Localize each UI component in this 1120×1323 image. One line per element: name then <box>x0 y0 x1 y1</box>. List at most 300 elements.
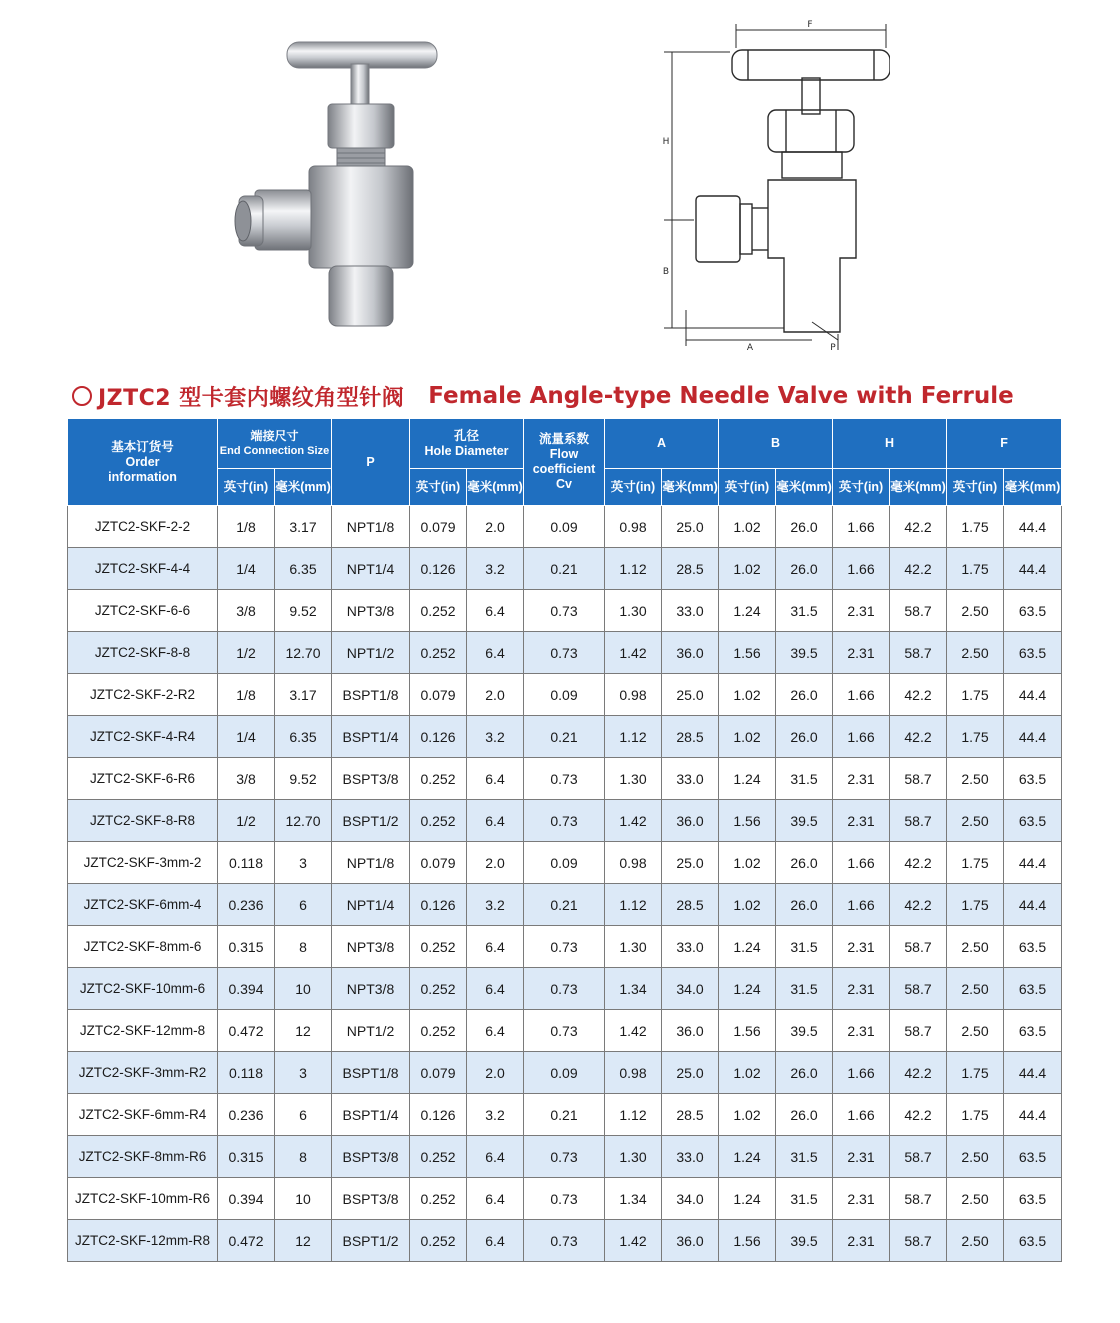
cell-b-in: 1.02 <box>719 1094 776 1136</box>
dim-label-p: P <box>830 343 836 353</box>
cell-b-in: 1.24 <box>719 926 776 968</box>
cell-b-in: 1.24 <box>719 1136 776 1178</box>
cell-order-number: JZTC2-SKF-8mm-6 <box>68 926 218 968</box>
cell-p-thread: BSPT1/8 <box>332 1052 410 1094</box>
cell-h-in: 1.66 <box>833 1052 890 1094</box>
cell-cv: 0.73 <box>524 1220 605 1262</box>
cell-hole-mm: 3.2 <box>467 884 524 926</box>
cell-order-number: JZTC2-SKF-10mm-6 <box>68 968 218 1010</box>
cell-order-number: JZTC2-SKF-6-6 <box>68 590 218 632</box>
cell-b-mm: 26.0 <box>776 548 833 590</box>
cell-f-mm: 63.5 <box>1004 1178 1062 1220</box>
cell-order-number: JZTC2-SKF-4-R4 <box>68 716 218 758</box>
cell-hole-in: 0.252 <box>410 1136 467 1178</box>
cell-hole-in: 0.252 <box>410 926 467 968</box>
cell-f-mm: 44.4 <box>1004 674 1062 716</box>
cell-a-mm: 28.5 <box>662 1094 719 1136</box>
cell-order-number: JZTC2-SKF-4-4 <box>68 548 218 590</box>
cell-order-number: JZTC2-SKF-8mm-R6 <box>68 1136 218 1178</box>
cell-hole-mm: 6.4 <box>467 1178 524 1220</box>
cell-b-mm: 26.0 <box>776 716 833 758</box>
cell-f-mm: 63.5 <box>1004 968 1062 1010</box>
cell-a-mm: 28.5 <box>662 884 719 926</box>
cell-p-thread: BSPT3/8 <box>332 1136 410 1178</box>
cell-order-number: JZTC2-SKF-6mm-R4 <box>68 1094 218 1136</box>
cell-a-in: 0.98 <box>605 506 662 548</box>
cell-f-in: 2.50 <box>947 632 1004 674</box>
cell-end-size-in: 0.472 <box>218 1010 275 1052</box>
cell-a-in: 1.42 <box>605 1220 662 1262</box>
table-row <box>68 842 1062 884</box>
cell-hole-in: 0.252 <box>410 968 467 1010</box>
header-flow-en2: coefficient <box>532 462 596 476</box>
cell-b-in: 1.24 <box>719 590 776 632</box>
cell-p-thread: BSPT3/8 <box>332 758 410 800</box>
cell-h-in: 2.31 <box>833 590 890 632</box>
cell-f-mm: 63.5 <box>1004 1136 1062 1178</box>
subheader-in: 英寸(in) <box>410 469 467 506</box>
cell-a-mm: 36.0 <box>662 1010 719 1052</box>
cell-a-in: 0.98 <box>605 674 662 716</box>
cell-p-thread: NPT1/8 <box>332 842 410 884</box>
cell-f-in: 2.50 <box>947 1010 1004 1052</box>
cell-b-mm: 31.5 <box>776 968 833 1010</box>
cell-h-in: 2.31 <box>833 926 890 968</box>
cell-end-size-in: 1/4 <box>218 548 275 590</box>
table-row <box>68 1052 1062 1094</box>
cell-end-size-mm: 6 <box>275 884 332 926</box>
circle-bullet-icon <box>72 386 92 406</box>
cell-cv: 0.21 <box>524 716 605 758</box>
cell-h-mm: 58.7 <box>890 1136 947 1178</box>
cell-f-mm: 63.5 <box>1004 632 1062 674</box>
cell-end-size-mm: 10 <box>275 1178 332 1220</box>
spec-table <box>67 418 1062 1262</box>
cell-a-in: 1.34 <box>605 968 662 1010</box>
cell-hole-in: 0.126 <box>410 1094 467 1136</box>
cell-f-mm: 44.4 <box>1004 842 1062 884</box>
cell-hole-in: 0.252 <box>410 800 467 842</box>
cell-b-mm: 31.5 <box>776 758 833 800</box>
header-flow-coefficient <box>524 419 605 506</box>
cell-b-in: 1.02 <box>719 506 776 548</box>
cell-order-number: JZTC2-SKF-8-R8 <box>68 800 218 842</box>
cell-p-thread: NPT1/4 <box>332 884 410 926</box>
cell-hole-in: 0.252 <box>410 1220 467 1262</box>
cell-end-size-mm: 9.52 <box>275 758 332 800</box>
header-order-cn: 基本订货号 <box>111 439 174 454</box>
cell-a-in: 1.30 <box>605 926 662 968</box>
cell-h-in: 2.31 <box>833 800 890 842</box>
cell-f-mm: 44.4 <box>1004 548 1062 590</box>
cell-a-mm: 25.0 <box>662 506 719 548</box>
cell-h-mm: 58.7 <box>890 800 947 842</box>
cell-h-in: 2.31 <box>833 632 890 674</box>
cell-f-in: 1.75 <box>947 842 1004 884</box>
cell-end-size-mm: 12.70 <box>275 632 332 674</box>
cell-end-size-mm: 3 <box>275 842 332 884</box>
cell-hole-in: 0.252 <box>410 758 467 800</box>
cell-b-in: 1.02 <box>719 884 776 926</box>
header-p: P <box>332 419 410 506</box>
cell-cv: 0.73 <box>524 1136 605 1178</box>
table-row <box>68 1136 1062 1178</box>
cell-hole-mm: 3.2 <box>467 1094 524 1136</box>
cell-end-size-in: 0.315 <box>218 926 275 968</box>
cell-h-in: 1.66 <box>833 674 890 716</box>
header-hole-diameter <box>410 419 524 469</box>
cell-end-size-in: 0.394 <box>218 1178 275 1220</box>
cell-f-in: 1.75 <box>947 716 1004 758</box>
section-title <box>72 376 1072 416</box>
subheader-in: 英寸(in) <box>719 469 776 506</box>
table-row <box>68 926 1062 968</box>
header-order-en2: information <box>108 469 177 484</box>
cell-hole-in: 0.252 <box>410 590 467 632</box>
cell-order-number: JZTC2-SKF-3mm-2 <box>68 842 218 884</box>
cell-p-thread: BSPT1/8 <box>332 674 410 716</box>
cell-end-size-in: 0.236 <box>218 884 275 926</box>
cell-a-mm: 34.0 <box>662 1178 719 1220</box>
cell-hole-in: 0.252 <box>410 1010 467 1052</box>
cell-b-mm: 39.5 <box>776 1220 833 1262</box>
cell-b-mm: 39.5 <box>776 1010 833 1052</box>
cell-cv: 0.73 <box>524 968 605 1010</box>
cell-b-in: 1.24 <box>719 758 776 800</box>
cell-end-size-mm: 8 <box>275 1136 332 1178</box>
table-row <box>68 1178 1062 1220</box>
cell-f-in: 1.75 <box>947 674 1004 716</box>
cell-f-in: 2.50 <box>947 758 1004 800</box>
header-end-en: End Connection Size <box>219 444 330 457</box>
cell-hole-in: 0.079 <box>410 842 467 884</box>
cell-end-size-in: 1/2 <box>218 800 275 842</box>
cell-p-thread: NPT1/2 <box>332 632 410 674</box>
cell-b-in: 1.24 <box>719 1178 776 1220</box>
cell-h-in: 1.66 <box>833 884 890 926</box>
cell-b-in: 1.56 <box>719 1010 776 1052</box>
cell-end-size-mm: 10 <box>275 968 332 1010</box>
cell-b-mm: 31.5 <box>776 926 833 968</box>
cell-b-mm: 39.5 <box>776 632 833 674</box>
table-row <box>68 1094 1062 1136</box>
cell-order-number: JZTC2-SKF-2-R2 <box>68 674 218 716</box>
table-row <box>68 632 1062 674</box>
cell-a-in: 1.42 <box>605 632 662 674</box>
cell-f-in: 2.50 <box>947 968 1004 1010</box>
cell-a-mm: 25.0 <box>662 1052 719 1094</box>
cell-p-thread: NPT3/8 <box>332 926 410 968</box>
cell-cv: 0.09 <box>524 506 605 548</box>
cell-end-size-mm: 12 <box>275 1010 332 1052</box>
cell-b-mm: 26.0 <box>776 1094 833 1136</box>
cell-cv: 0.21 <box>524 548 605 590</box>
cell-p-thread: BSPT1/2 <box>332 800 410 842</box>
valve-product-photo <box>225 28 470 348</box>
title-english: Female Angle-type Needle Valve with Ferrule <box>428 383 1014 409</box>
cell-b-mm: 26.0 <box>776 506 833 548</box>
header-end-connection <box>218 419 332 469</box>
cell-h-in: 2.31 <box>833 968 890 1010</box>
cell-end-size-mm: 3.17 <box>275 674 332 716</box>
cell-f-mm: 63.5 <box>1004 1010 1062 1052</box>
subheader-mm: 毫米(mm) <box>467 469 524 506</box>
cell-cv: 0.73 <box>524 758 605 800</box>
cell-order-number: JZTC2-SKF-10mm-R6 <box>68 1178 218 1220</box>
cell-p-thread: BSPT1/4 <box>332 716 410 758</box>
cell-b-in: 1.56 <box>719 1220 776 1262</box>
cell-b-in: 1.02 <box>719 674 776 716</box>
cell-hole-in: 0.126 <box>410 716 467 758</box>
cell-p-thread: BSPT1/4 <box>332 1094 410 1136</box>
cell-b-mm: 31.5 <box>776 1136 833 1178</box>
cell-end-size-in: 3/8 <box>218 590 275 632</box>
header-end-cn: 端接尺寸 <box>250 428 299 443</box>
header-hole-cn: 孔径 <box>453 428 479 443</box>
cell-f-in: 2.50 <box>947 926 1004 968</box>
cell-h-mm: 58.7 <box>890 968 947 1010</box>
table-row <box>68 716 1062 758</box>
cell-cv: 0.09 <box>524 842 605 884</box>
cell-h-mm: 58.7 <box>890 632 947 674</box>
cell-hole-in: 0.079 <box>410 1052 467 1094</box>
subheader-in: 英寸(in) <box>947 469 1004 506</box>
cell-hole-mm: 2.0 <box>467 842 524 884</box>
cell-a-mm: 33.0 <box>662 1136 719 1178</box>
cell-order-number: JZTC2-SKF-2-2 <box>68 506 218 548</box>
cell-hole-mm: 6.4 <box>467 926 524 968</box>
subheader-in: 英寸(in) <box>605 469 662 506</box>
cell-order-number: JZTC2-SKF-3mm-R2 <box>68 1052 218 1094</box>
cell-cv: 0.21 <box>524 1094 605 1136</box>
dim-label-f: F <box>807 20 813 30</box>
subheader-mm: 毫米(mm) <box>275 469 332 506</box>
cell-h-in: 2.31 <box>833 758 890 800</box>
cell-end-size-mm: 6.35 <box>275 548 332 590</box>
cell-h-mm: 42.2 <box>890 674 947 716</box>
dim-label-a: A <box>746 343 754 353</box>
cell-f-mm: 63.5 <box>1004 800 1062 842</box>
cell-end-size-in: 1/8 <box>218 674 275 716</box>
cell-a-mm: 36.0 <box>662 632 719 674</box>
cell-h-mm: 58.7 <box>890 1220 947 1262</box>
dim-label-b: B <box>662 267 670 277</box>
cell-f-mm: 44.4 <box>1004 1094 1062 1136</box>
cell-hole-mm: 2.0 <box>467 674 524 716</box>
cell-cv: 0.73 <box>524 632 605 674</box>
table-row <box>68 884 1062 926</box>
table-row <box>68 590 1062 632</box>
cell-hole-mm: 2.0 <box>467 1052 524 1094</box>
cell-b-in: 1.24 <box>719 968 776 1010</box>
subheader-in: 英寸(in) <box>218 469 275 506</box>
cell-a-mm: 28.5 <box>662 548 719 590</box>
header-flow-en1: Flow <box>549 447 579 461</box>
cell-end-size-mm: 3.17 <box>275 506 332 548</box>
cell-f-in: 1.75 <box>947 1094 1004 1136</box>
cell-b-in: 1.02 <box>719 1052 776 1094</box>
header-hole-en: Hole Diameter <box>424 443 509 458</box>
cell-h-mm: 42.2 <box>890 506 947 548</box>
cell-hole-mm: 6.4 <box>467 1010 524 1052</box>
table-row <box>68 968 1062 1010</box>
cell-p-thread: BSPT3/8 <box>332 1178 410 1220</box>
cell-b-mm: 26.0 <box>776 1052 833 1094</box>
cell-a-in: 1.12 <box>605 548 662 590</box>
cell-order-number: JZTC2-SKF-6mm-4 <box>68 884 218 926</box>
subheader-in: 英寸(in) <box>833 469 890 506</box>
cell-p-thread: NPT1/4 <box>332 548 410 590</box>
cell-end-size-mm: 8 <box>275 926 332 968</box>
header-order-en: Order <box>125 454 160 469</box>
cell-a-mm: 28.5 <box>662 716 719 758</box>
header-b: B <box>719 419 833 469</box>
cell-hole-mm: 6.4 <box>467 1136 524 1178</box>
cell-hole-mm: 3.2 <box>467 548 524 590</box>
cell-f-in: 1.75 <box>947 506 1004 548</box>
subheader-mm: 毫米(mm) <box>1004 469 1062 506</box>
cell-a-in: 0.98 <box>605 1052 662 1094</box>
cell-hole-mm: 6.4 <box>467 758 524 800</box>
cell-h-in: 1.66 <box>833 506 890 548</box>
cell-h-mm: 42.2 <box>890 842 947 884</box>
cell-a-in: 1.12 <box>605 716 662 758</box>
cell-a-in: 1.42 <box>605 1010 662 1052</box>
cell-a-in: 1.12 <box>605 884 662 926</box>
cell-cv: 0.73 <box>524 1010 605 1052</box>
cell-b-mm: 26.0 <box>776 674 833 716</box>
cell-h-mm: 58.7 <box>890 1010 947 1052</box>
cell-b-in: 1.56 <box>719 632 776 674</box>
cell-a-mm: 36.0 <box>662 800 719 842</box>
cell-h-in: 1.66 <box>833 1094 890 1136</box>
subheader-mm: 毫米(mm) <box>662 469 719 506</box>
cell-end-size-in: 1/2 <box>218 632 275 674</box>
cell-b-mm: 26.0 <box>776 884 833 926</box>
cell-f-mm: 63.5 <box>1004 926 1062 968</box>
cell-end-size-in: 3/8 <box>218 758 275 800</box>
table-row <box>68 1010 1062 1052</box>
cell-cv: 0.21 <box>524 884 605 926</box>
dimension-drawing <box>650 10 890 355</box>
cell-a-mm: 33.0 <box>662 758 719 800</box>
cell-f-in: 2.50 <box>947 1136 1004 1178</box>
header-order <box>68 419 218 506</box>
cell-f-mm: 63.5 <box>1004 1220 1062 1262</box>
subheader-mm: 毫米(mm) <box>890 469 947 506</box>
cell-hole-mm: 6.4 <box>467 800 524 842</box>
cell-f-mm: 63.5 <box>1004 590 1062 632</box>
cell-b-mm: 31.5 <box>776 1178 833 1220</box>
cell-h-mm: 42.2 <box>890 1094 947 1136</box>
cell-hole-in: 0.126 <box>410 884 467 926</box>
cell-h-mm: 42.2 <box>890 884 947 926</box>
cell-end-size-in: 0.118 <box>218 842 275 884</box>
cell-end-size-mm: 6 <box>275 1094 332 1136</box>
cell-hole-mm: 2.0 <box>467 506 524 548</box>
cell-h-mm: 42.2 <box>890 1052 947 1094</box>
cell-end-size-mm: 12 <box>275 1220 332 1262</box>
cell-hole-in: 0.252 <box>410 632 467 674</box>
cell-a-mm: 36.0 <box>662 1220 719 1262</box>
cell-f-mm: 63.5 <box>1004 758 1062 800</box>
cell-end-size-in: 0.394 <box>218 968 275 1010</box>
cell-f-mm: 44.4 <box>1004 884 1062 926</box>
cell-f-in: 1.75 <box>947 1052 1004 1094</box>
cell-end-size-mm: 6.35 <box>275 716 332 758</box>
cell-p-thread: NPT1/2 <box>332 1010 410 1052</box>
cell-a-in: 1.34 <box>605 1178 662 1220</box>
cell-a-in: 1.30 <box>605 590 662 632</box>
cell-hole-in: 0.126 <box>410 548 467 590</box>
cell-end-size-in: 0.472 <box>218 1220 275 1262</box>
cell-end-size-in: 1/4 <box>218 716 275 758</box>
cell-h-mm: 58.7 <box>890 926 947 968</box>
cell-f-in: 2.50 <box>947 1220 1004 1262</box>
cell-b-mm: 31.5 <box>776 590 833 632</box>
cell-h-mm: 58.7 <box>890 758 947 800</box>
cell-h-in: 2.31 <box>833 1178 890 1220</box>
cell-f-mm: 44.4 <box>1004 716 1062 758</box>
cell-a-in: 1.12 <box>605 1094 662 1136</box>
cell-hole-mm: 6.4 <box>467 590 524 632</box>
table-row <box>68 800 1062 842</box>
cell-b-in: 1.02 <box>719 716 776 758</box>
cell-b-mm: 26.0 <box>776 842 833 884</box>
cell-a-mm: 25.0 <box>662 842 719 884</box>
cell-f-in: 1.75 <box>947 884 1004 926</box>
cell-hole-in: 0.252 <box>410 1178 467 1220</box>
cell-a-mm: 33.0 <box>662 926 719 968</box>
cell-f-in: 2.50 <box>947 800 1004 842</box>
cell-cv: 0.09 <box>524 1052 605 1094</box>
cell-p-thread: NPT1/8 <box>332 506 410 548</box>
cell-order-number: JZTC2-SKF-12mm-R8 <box>68 1220 218 1262</box>
cell-cv: 0.73 <box>524 800 605 842</box>
cell-a-in: 0.98 <box>605 842 662 884</box>
table-row <box>68 548 1062 590</box>
cell-f-in: 2.50 <box>947 590 1004 632</box>
cell-a-in: 1.30 <box>605 758 662 800</box>
cell-b-mm: 39.5 <box>776 800 833 842</box>
cell-end-size-mm: 3 <box>275 1052 332 1094</box>
cell-a-mm: 25.0 <box>662 674 719 716</box>
cell-h-in: 2.31 <box>833 1220 890 1262</box>
cell-h-in: 2.31 <box>833 1136 890 1178</box>
cell-h-mm: 58.7 <box>890 590 947 632</box>
cell-h-in: 1.66 <box>833 842 890 884</box>
cell-p-thread: NPT3/8 <box>332 968 410 1010</box>
cell-end-size-mm: 12.70 <box>275 800 332 842</box>
header-h: H <box>833 419 947 469</box>
header-f: F <box>947 419 1062 469</box>
cell-order-number: JZTC2-SKF-12mm-8 <box>68 1010 218 1052</box>
cell-f-in: 1.75 <box>947 548 1004 590</box>
cell-h-in: 1.66 <box>833 548 890 590</box>
cell-hole-in: 0.079 <box>410 506 467 548</box>
cell-a-mm: 33.0 <box>662 590 719 632</box>
cell-cv: 0.73 <box>524 590 605 632</box>
header-flow-en3: Cv <box>556 477 572 491</box>
cell-f-mm: 44.4 <box>1004 506 1062 548</box>
cell-hole-mm: 6.4 <box>467 1220 524 1262</box>
table-row <box>68 674 1062 716</box>
cell-a-in: 1.42 <box>605 800 662 842</box>
cell-end-size-mm: 9.52 <box>275 590 332 632</box>
cell-hole-mm: 6.4 <box>467 632 524 674</box>
table-row <box>68 758 1062 800</box>
cell-end-size-in: 0.236 <box>218 1094 275 1136</box>
